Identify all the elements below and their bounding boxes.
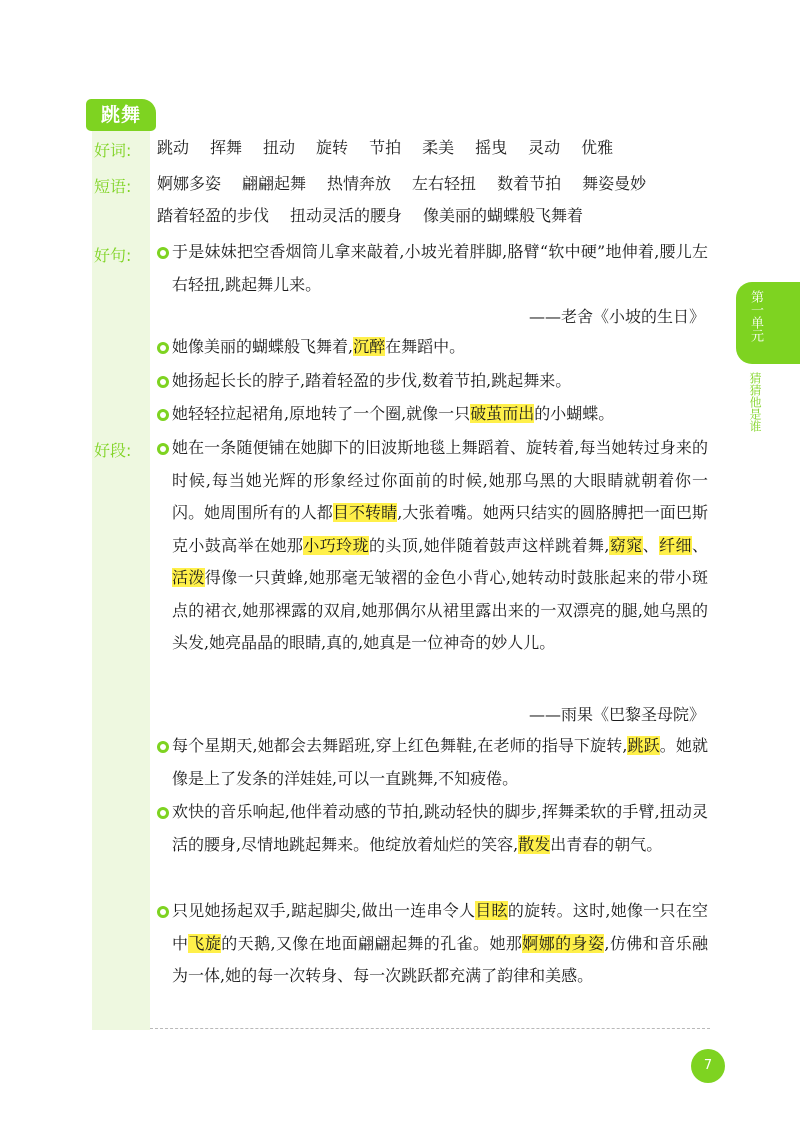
text-run: 的头顶,她伴随着鼓声这样跳着舞, bbox=[369, 535, 610, 555]
paragraph-4 bbox=[172, 895, 708, 993]
word-item: 旋转 bbox=[316, 138, 349, 157]
phrase-item: 舞姿曼妙 bbox=[582, 174, 647, 193]
highlighted-word: 跳跃 bbox=[627, 736, 660, 755]
paragraph-3 bbox=[172, 796, 708, 861]
bullet-icon bbox=[157, 247, 169, 259]
text-run: ,大张着嘴。她两只结实的圆胳膊把一面巴斯克小鼓高举在她那 bbox=[172, 503, 708, 555]
text-run: 她像美丽的蝴蝶般飞舞着, bbox=[172, 337, 354, 356]
label-paragraphs: 好段: bbox=[94, 441, 132, 460]
highlighted-word: 目不转睛 bbox=[332, 503, 398, 522]
highlighted-word: 窈窕 bbox=[609, 535, 643, 555]
word-item: 柔美 bbox=[422, 138, 455, 157]
text-run: 欢快的音乐响起,他伴着动感的节拍,跳动轻快的脚步,挥舞柔软的手臂,扭动灵活的腰身,尽情地跳起舞来。他绽放着灿烂的笑容, bbox=[172, 802, 708, 854]
highlighted-word: 散发 bbox=[518, 834, 551, 854]
paragraph-1 bbox=[172, 432, 708, 660]
text-run: 、 bbox=[642, 535, 660, 555]
text-run: 只见她扬起双手,踮起脚尖,做出一连串令人 bbox=[172, 901, 476, 920]
phrase-item: 翩翩起舞 bbox=[242, 174, 307, 193]
text-run: 她在一条随便铺在她脚下的旧波斯地毯上舞蹈着、旋转着,每当她转过身来的时候,每当她光辉的形象经过你面前的时候,她那乌黑的大眼睛就朝着你一闪。她周围所有的人都 bbox=[172, 438, 708, 522]
label-phrases: 短语: bbox=[94, 177, 132, 196]
sentence-1-attribution: ——老舍《小坡的生日》 bbox=[528, 307, 705, 326]
bullet-icon bbox=[157, 376, 169, 388]
phrase-item: 像美丽的蝴蝶般飞舞着 bbox=[423, 206, 584, 225]
label-good-words: 好词: bbox=[94, 141, 132, 160]
text-run: 的天鹅,又像在地面翩翩起舞的孔雀。她那 bbox=[221, 933, 523, 953]
word-item: 摇曳 bbox=[475, 138, 508, 157]
page-number: 7 bbox=[691, 1049, 725, 1083]
unit-tab-label: 第一单元 bbox=[748, 290, 763, 342]
highlighted-word: 小巧玲珑 bbox=[303, 535, 369, 555]
word-item: 扭动 bbox=[263, 138, 296, 157]
phrase-item: 踏着轻盈的步伐 bbox=[157, 206, 270, 225]
bullet-icon bbox=[157, 409, 169, 421]
bullet-icon bbox=[157, 741, 169, 753]
sentence-3: 她扬起长长的脖子,踏着轻盈的步伐,数着节拍,跳起舞来。 bbox=[172, 371, 572, 390]
bottom-divider bbox=[150, 1028, 710, 1029]
text-run: 她轻轻拉起裙角,原地转了一个圈,就像一只 bbox=[172, 404, 471, 423]
phrase-item: 婀娜多姿 bbox=[157, 174, 222, 193]
word-item: 挥舞 bbox=[210, 138, 243, 157]
phrase-item: 数着节拍 bbox=[497, 174, 562, 193]
word-item: 灵动 bbox=[528, 138, 561, 157]
text-run: 每个星期天,她都会去舞蹈班,穿上红色舞鞋,在老师的指导下旋转, bbox=[172, 736, 628, 755]
phrase-item: 左右轻扭 bbox=[412, 174, 477, 193]
word-item: 跳动 bbox=[157, 138, 190, 157]
paragraph-2 bbox=[172, 730, 708, 795]
good-words-list bbox=[157, 133, 634, 163]
phrases-line-1 bbox=[157, 169, 667, 199]
text-run: ,仿佛和音乐融为一体,她的每一次转身、每一次跳跃都充满了韵律和美感。 bbox=[172, 933, 708, 985]
bullet-icon bbox=[157, 342, 169, 354]
text-run: 得像一只黄蜂,她那毫无皱褶的金色小背心,她转动时鼓胀起来的带小斑点的裙衣,她那裸露的双肩,她那偶尔从裙里露出来的一双漂亮的腿,她乌黑的头发,她亮晶晶的眼睛,真的,她真是一位神奇的妙人儿。 bbox=[172, 568, 708, 652]
highlighted-word: 婀娜的身姿 bbox=[522, 933, 605, 953]
sentence-4 bbox=[172, 398, 708, 431]
paragraph-1-attribution: ——雨果《巴黎圣母院》 bbox=[528, 705, 705, 724]
text-run: 在舞蹈中。 bbox=[385, 337, 466, 356]
section-title: 跳舞 bbox=[86, 99, 156, 131]
phrase-item: 热情奔放 bbox=[327, 174, 392, 193]
highlighted-word: 破茧而出 bbox=[470, 404, 535, 423]
sentence-1: 于是妹妹把空香烟筒儿拿来敲着,小坡光着胖脚,胳臂“软中硬”地伸着,腰儿左右轻扭,跳起舞儿来。 bbox=[172, 242, 708, 294]
unit-subtitle: 猜猜他是谁 bbox=[748, 372, 762, 432]
phrase-item: 扭动灵活的腰身 bbox=[290, 206, 403, 225]
bullet-icon bbox=[157, 443, 169, 455]
unit-tab bbox=[736, 282, 800, 364]
bullet-icon bbox=[157, 906, 169, 918]
highlighted-word: 纤细 bbox=[659, 535, 692, 555]
word-item: 节拍 bbox=[369, 138, 402, 157]
text-run: 、 bbox=[691, 535, 708, 555]
sentence-2 bbox=[172, 331, 708, 364]
label-sentences: 好句: bbox=[94, 246, 132, 265]
text-run: 。她就像是上了发条的洋娃娃,可以一直跳舞,不知疲倦。 bbox=[172, 736, 708, 788]
bullet-icon bbox=[157, 807, 169, 819]
text-run: 的旋转。这时,她像一只在空中 bbox=[172, 901, 708, 953]
highlighted-word: 沉醉 bbox=[353, 337, 386, 356]
word-item: 优雅 bbox=[581, 138, 614, 157]
highlighted-word: 目眩 bbox=[475, 901, 508, 920]
phrases-line-2 bbox=[157, 201, 604, 231]
highlighted-word: 飞旋 bbox=[188, 933, 222, 953]
text-run: 出青春的朝气。 bbox=[550, 834, 663, 854]
text-run: 的小蝴蝶。 bbox=[534, 404, 615, 423]
highlighted-word: 活泼 bbox=[172, 568, 205, 587]
